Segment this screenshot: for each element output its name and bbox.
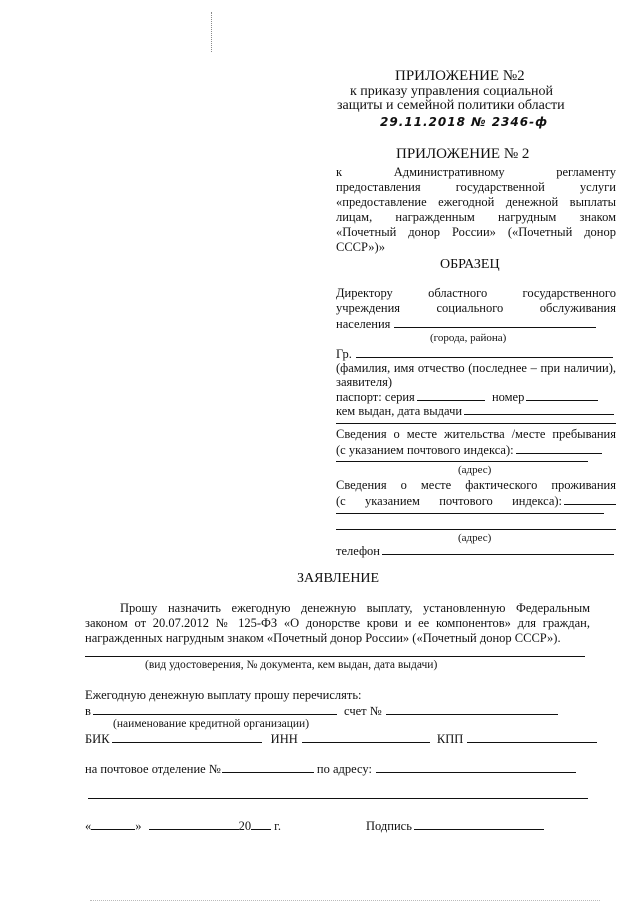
bank-field[interactable]	[93, 703, 337, 715]
appendix2-title: ПРИЛОЖЕНИЕ № 2	[396, 146, 530, 162]
city-field[interactable]	[394, 316, 596, 328]
post-row: на почтовое отделение № по адресу:	[85, 761, 576, 777]
post-address-line2[interactable]	[88, 798, 588, 799]
id-hint: (вид удостоверения, № документа, кем выдан, дата выдачи)	[145, 659, 438, 671]
actual-line4[interactable]	[336, 529, 616, 530]
statement-p1: Прошу назначить ежегодную денежную выплату, установленную Федеральным	[120, 601, 590, 615]
kpp-field[interactable]	[467, 731, 597, 743]
appendix1-line2: защиты и семейной политики области	[337, 98, 565, 113]
actual-field[interactable]	[564, 493, 616, 505]
signature-field[interactable]	[414, 818, 544, 830]
sample-heading: ОБРАЗЕЦ	[440, 257, 500, 272]
statement-p2: законом от 20.07.2012 № 125-ФЗ «О донорстве крови и ее компонентов» для граждан,	[85, 616, 590, 630]
handwritten-date: 29.11.2018 № 2346-ф	[380, 115, 548, 129]
day-field[interactable]	[91, 818, 135, 830]
residence-line2: (с указанием почтового индекса):	[336, 442, 602, 458]
addressee-line3: населения	[336, 316, 596, 332]
fio-field[interactable]	[356, 346, 613, 358]
id-field[interactable]	[85, 656, 585, 657]
actual-line2: (с указанием почтового индекса):	[336, 493, 616, 509]
year-field[interactable]	[251, 818, 271, 830]
gr-row: Гр.	[336, 346, 613, 362]
appendix1-title: ПРИЛОЖЕНИЕ №2	[395, 68, 525, 84]
addressee-line1: Директору областного государственного	[336, 286, 616, 300]
bik-row: БИК ИНН КПП	[85, 731, 597, 747]
inn-field[interactable]	[302, 731, 430, 743]
post-address-field[interactable]	[376, 761, 576, 773]
bik-field[interactable]	[112, 731, 262, 743]
passport-number-field[interactable]	[526, 389, 598, 401]
residence-line3[interactable]	[336, 461, 588, 462]
month-field[interactable]	[149, 818, 239, 830]
appendix2-line: лицам, награжденным нагрудным знаком	[336, 210, 616, 224]
scan-mark	[211, 12, 213, 52]
bank-row: в счет №	[85, 703, 558, 719]
addressee-line2: учреждения социального обслуживания	[336, 301, 616, 315]
passport-series-field[interactable]	[417, 389, 485, 401]
passport-row: паспорт: серия номер	[336, 389, 598, 405]
bank-hint: (наименование кредитной организации)	[113, 718, 310, 730]
fio-hint2: заявителя)	[336, 375, 392, 389]
issued-row: кем выдан, дата выдачи	[336, 403, 614, 419]
residence-field[interactable]	[516, 442, 602, 454]
actual-line1: Сведения о месте фактического проживания	[336, 478, 616, 492]
fio-hint1: (фамилия, имя отчество (последнее – при наличии),	[336, 361, 616, 375]
appendix2-line: к Административному регламенту	[336, 165, 616, 179]
statement-p3: награжденных нагрудным знаком «Почетный донор России» («Почетный донор СССР»).	[85, 631, 561, 645]
date-row: « » 20 г.	[85, 819, 281, 833]
issued-field[interactable]	[464, 403, 614, 415]
appendix2-line: предоставления государственной услуги	[336, 180, 616, 194]
residence-line1: Сведения о месте жительства /месте пребывания	[336, 427, 616, 441]
address-hint2: (адрес)	[458, 532, 492, 544]
statement-title: ЗАЯВЛЕНИЕ	[297, 571, 380, 586]
appendix1-line1: к приказу управления социальной	[350, 84, 553, 99]
address-hint: (адрес)	[458, 464, 492, 476]
issued-line2[interactable]	[336, 423, 616, 424]
appendix2-line: «предоставление ежегодной денежной выплаты	[336, 195, 616, 209]
actual-line3[interactable]	[336, 513, 604, 514]
phone-row: телефон	[336, 543, 614, 559]
scan-edge	[90, 900, 600, 901]
transfer-text: Ежегодную денежную выплату прошу перечислять:	[85, 688, 362, 702]
account-field[interactable]	[386, 703, 558, 715]
phone-field[interactable]	[382, 543, 614, 555]
signature-row: Подпись	[366, 818, 544, 834]
post-office-field[interactable]	[222, 761, 314, 773]
city-hint: (города, района)	[430, 332, 507, 344]
appendix2-line: «Почетный донор России» («Почетный донор	[336, 225, 616, 239]
appendix2-line: СССР»)»	[336, 240, 385, 254]
